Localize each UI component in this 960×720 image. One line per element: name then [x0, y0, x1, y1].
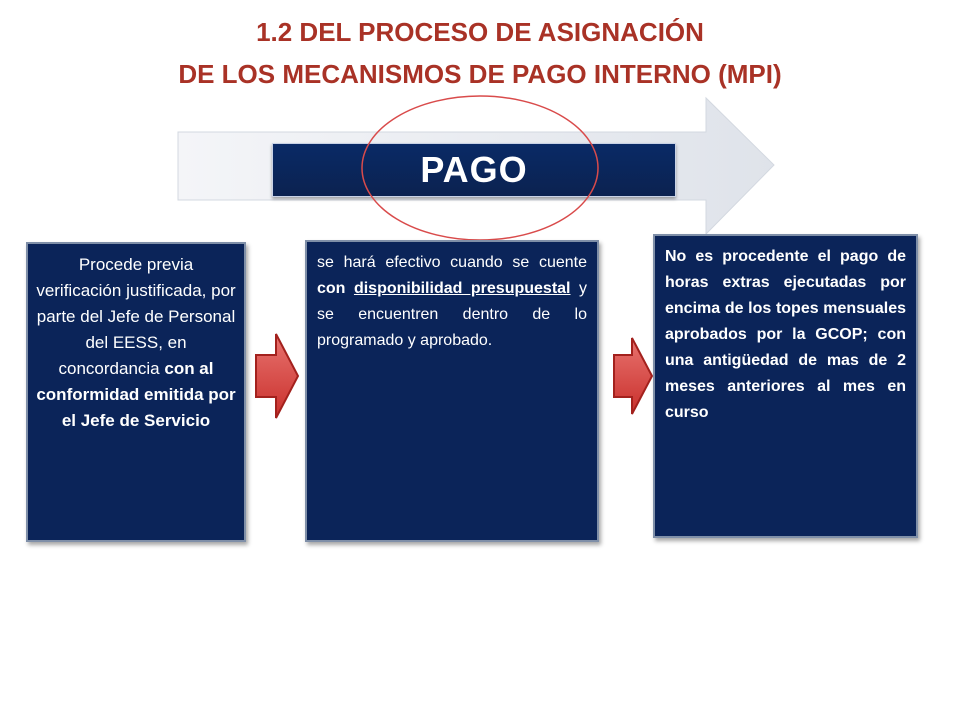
box2-text-1: se hará efectivo cuando se cuente: [317, 254, 587, 271]
box3-text: No es procedente el pago de horas extras ejecutadas por encima de los topes mensuales aprobados por la GCOP; con una antigüedad de mas de 2 meses anteriores al mes en curso: [665, 248, 906, 421]
right-arrow-2: [614, 338, 652, 414]
pago-banner: [272, 143, 676, 197]
box2-text-2: con: [317, 280, 354, 297]
box1-text: Procede previa verificación justificada, por parte del Jefe de Personal del EESS, en concordancia: [36, 255, 236, 378]
box1-text-bold: con al conformidad emitida por el Jefe de Servicio: [36, 359, 236, 430]
box2-text-3: y se encuentren dentro de lo programado y aprobado.: [317, 280, 587, 349]
step-box-budget: [305, 240, 599, 542]
pago-label: PAGO: [420, 149, 528, 190]
step-box-restriction: [653, 234, 918, 538]
title-line-2: DE LOS MECANISMOS DE PAGO INTERNO (MPI): [178, 59, 782, 89]
box2-text-underlined: disponibilidad presupuestal: [353, 280, 571, 297]
step-box-verification: [26, 242, 246, 542]
right-arrow-1: [256, 334, 298, 418]
title-line-1: 1.2 DEL PROCESO DE ASIGNACIÓN: [256, 17, 704, 47]
